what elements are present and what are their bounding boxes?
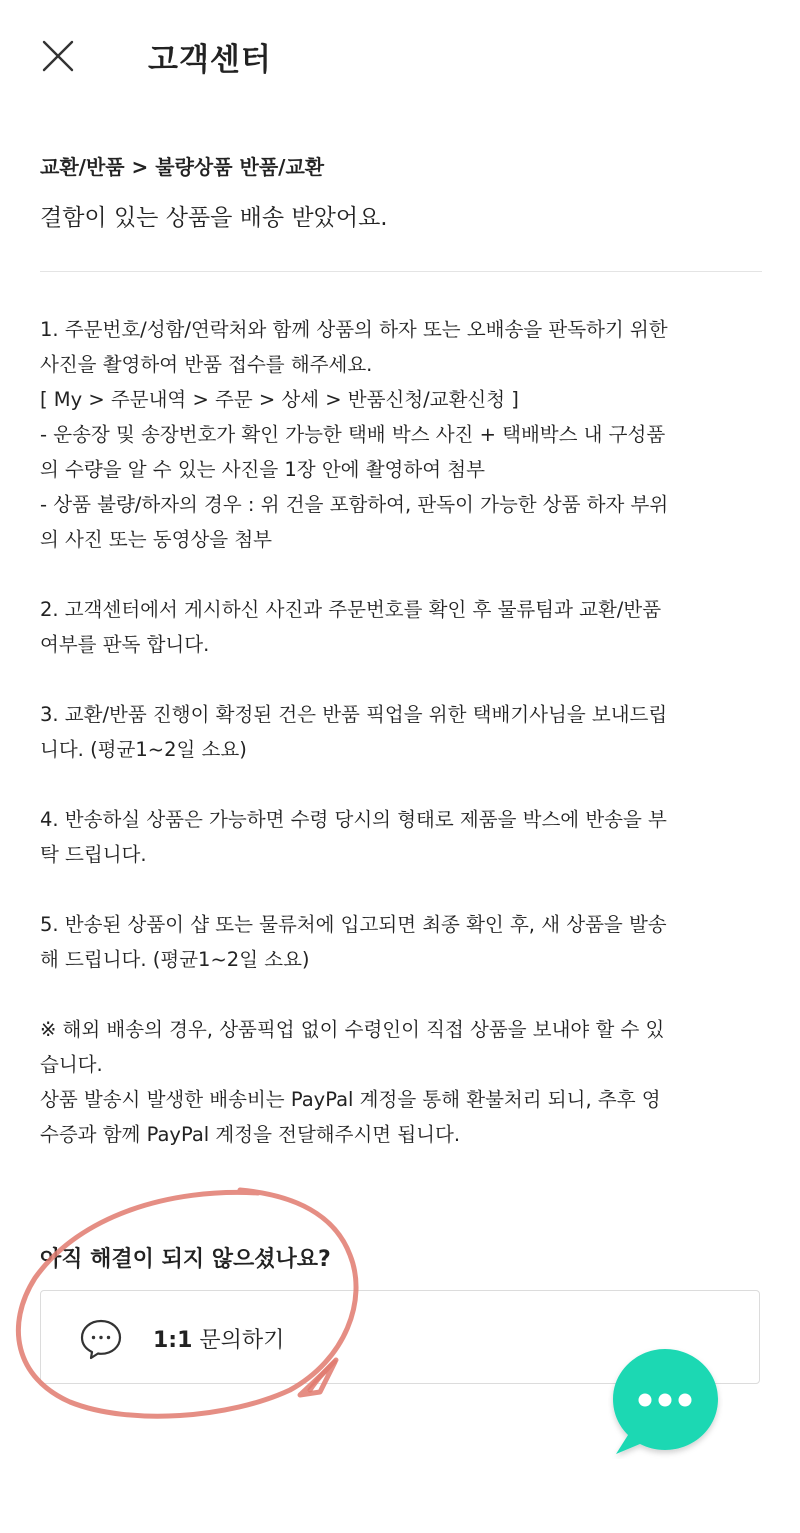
answer-line: 4. 반송하실 상품은 가능하면 수령 당시의 형태로 제품을 박스에 반송을 부 — [40, 808, 667, 831]
blank-line — [40, 662, 765, 697]
answer-line: 2. 고객센터에서 게시하신 사진과 주문번호를 확인 후 물류팀과 교환/반품 — [40, 598, 662, 621]
answer-line: - 운송장 및 송장번호가 확인 가능한 택배 박스 사진 + 택배박스 내 구성품 — [40, 423, 666, 446]
answer-line: 니다. (평균1~2일 소요) — [40, 738, 247, 761]
chat-fab-button[interactable] — [608, 1344, 723, 1459]
chat-fab-icon — [608, 1344, 723, 1459]
answer-line: 수증과 함께 PayPal 계정을 전달해주시면 됩니다. — [40, 1123, 461, 1146]
answer-line: 1. 주문번호/성함/연락처와 함께 상품의 하자 또는 오배송을 판독하기 위한 — [40, 318, 668, 341]
faq-question: 결함이 있는 상품을 배송 받았어요. — [40, 205, 388, 231]
answer-line: 5. 반송된 상품이 샵 또는 물류처에 입고되면 최종 확인 후, 새 상품을 발송 — [40, 913, 667, 936]
divider — [40, 271, 762, 272]
blank-line — [40, 557, 765, 592]
chat-bubble-icon — [77, 1315, 125, 1363]
answer-line: 의 수량을 알 수 있는 사진을 1장 안에 촬영하여 첨부 — [40, 458, 485, 481]
close-button[interactable] — [36, 34, 80, 78]
answer-line: 사진을 촬영하여 반품 접수를 해주세요. — [40, 353, 373, 376]
close-icon — [36, 34, 80, 78]
blank-line — [40, 977, 765, 1012]
answer-line: 탁 드립니다. — [40, 843, 147, 866]
inquiry-label-text: 문의하기 — [199, 1328, 285, 1353]
answer-line: 해 드립니다. (평균1~2일 소요) — [40, 948, 310, 971]
answer-line: ※ 해외 배송의 경우, 상품픽업 없이 수령인이 직접 상품을 보내야 할 수 있 — [40, 1018, 665, 1041]
blank-line — [40, 872, 765, 907]
breadcrumb: 교환/반품 > 불량상품 반품/교환 — [40, 155, 325, 179]
answer-line: 상품 발송시 발생한 배송비는 PayPal 계정을 통해 환불처리 되니, 추후 영 — [40, 1088, 661, 1111]
unsolved-heading: 아직 해결이 되지 않으셨나요? — [40, 1247, 331, 1272]
app-header — [0, 0, 800, 110]
faq-answer — [40, 312, 765, 1152]
answer-line: 3. 교환/반품 진행이 확정된 건은 반품 픽업을 위한 택배기사님을 보내드립 — [40, 703, 668, 726]
answer-line: [ My > 주문내역 > 주문 > 상세 > 반품신청/교환신청 ] — [40, 388, 519, 411]
answer-line: 의 사진 또는 동영상을 첨부 — [40, 528, 273, 551]
answer-line: - 상품 불량/하자의 경우 : 위 건을 포함하여, 판독이 가능한 상품 하자 부위 — [40, 493, 669, 516]
inquiry-label — [153, 1323, 284, 1354]
page-title: 고객센터 — [148, 42, 272, 78]
blank-line — [40, 767, 765, 802]
answer-line: 습니다. — [40, 1053, 103, 1076]
inquiry-label-number: 1:1 — [153, 1328, 193, 1353]
answer-line: 여부를 판독 합니다. — [40, 633, 210, 656]
